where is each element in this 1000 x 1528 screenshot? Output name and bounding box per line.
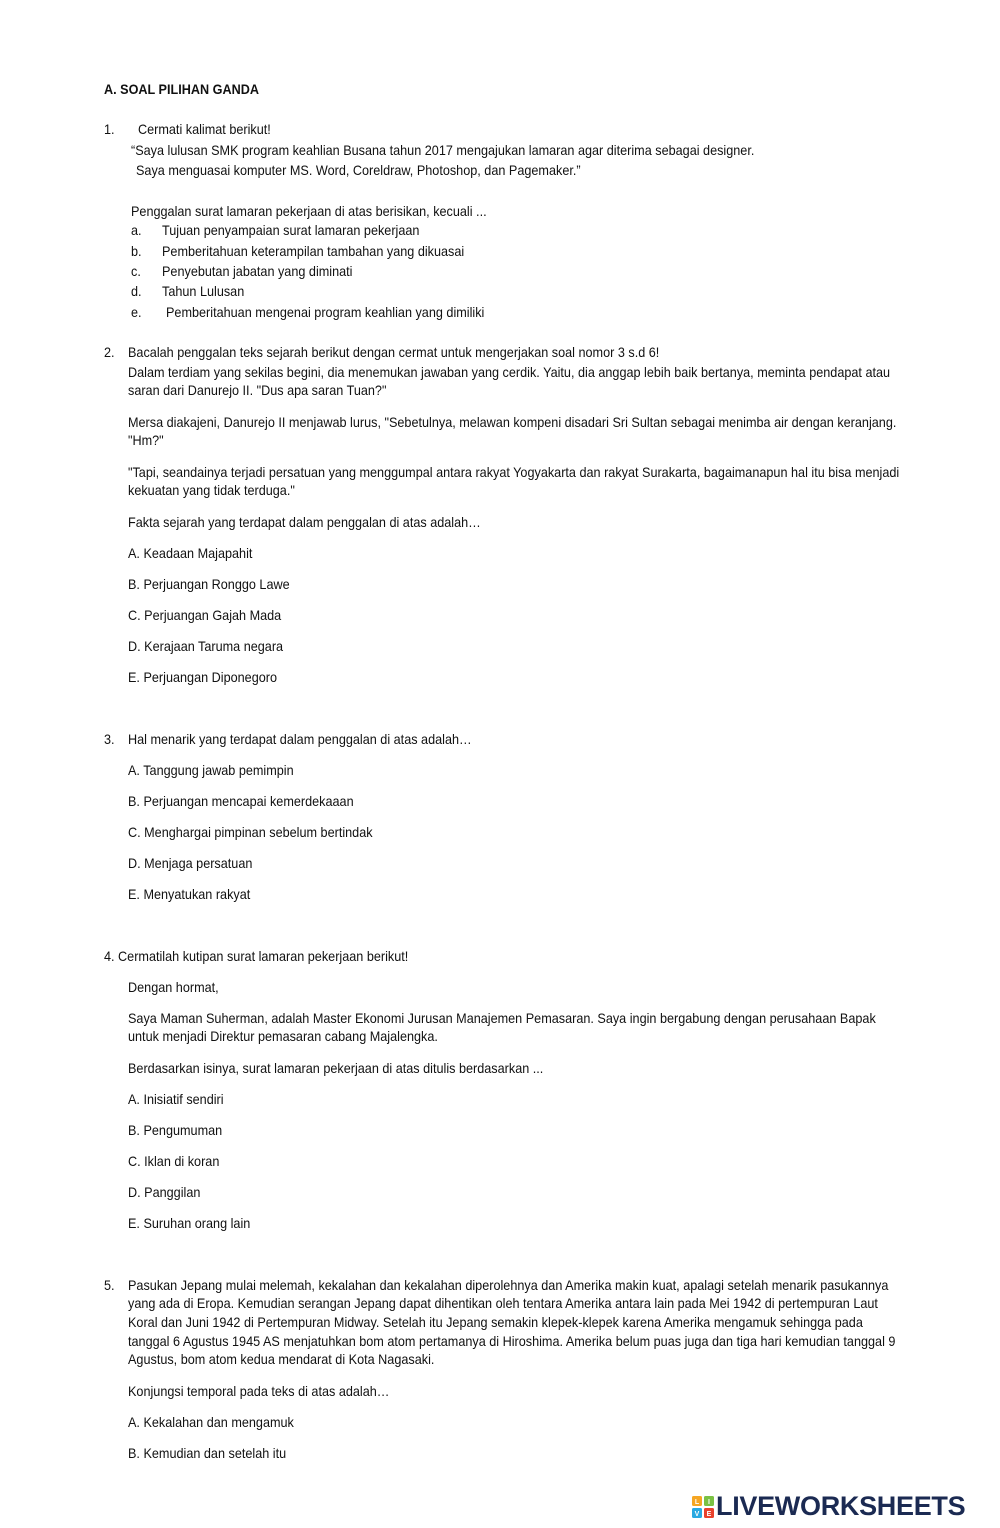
q5-text-line1: Pasukan Jepang mulai melemah, kekalahan dan kekalahan diperolehnya dan Amerika makin kuat, apalagi setelah menarik pasukannya [128, 1278, 889, 1293]
q5-option: B. Kemudian dan setelah itu [128, 1446, 287, 1461]
q2-para2-line2: "Hm?" [128, 433, 164, 448]
q1-option-letter: c. [131, 264, 141, 279]
q4-option: B. Pengumuman [128, 1123, 223, 1138]
svg-text:L: L [694, 1499, 700, 1506]
q3-option: A. Tanggung jawab pemimpin [128, 763, 294, 778]
q1-number: 1. [104, 122, 115, 137]
q2-question: Fakta sejarah yang terdapat dalam penggalan di atas adalah… [128, 515, 481, 530]
q3-option: B. Perjuangan mencapai kemerdekaaan [128, 794, 354, 809]
q4-option: D. Panggilan [128, 1185, 201, 1200]
liveworksheets-mark-icon [692, 1496, 714, 1518]
q5-option: A. Kekalahan dan mengamuk [128, 1415, 294, 1430]
q5-text-line2: yang ada di Eropa. Kemudian serangan Jepang dapat dihentikan oleh tentara Amerika antara lain pada Mei 1942 di pertempuran Laut [128, 1296, 878, 1311]
q4-question: Berdasarkan isinya, surat lamaran pekerjaan di atas ditulis berdasarkan ... [128, 1061, 544, 1076]
svg-text:I: I [708, 1499, 710, 1506]
q1-option-text: Pemberitahuan keterampilan tambahan yang dikuasai [162, 244, 465, 259]
q5-text-line3: Koral dan Juni 1942 di Pertempuran Midway. Setelah itu Jepang semakin klepek-klepek karena Amerika mengamuk sehingga pada [128, 1315, 863, 1330]
q1-question: Penggalan surat lamaran pekerjaan di atas berisikan, kecuali ... [131, 204, 487, 219]
q2-option: C. Perjuangan Gajah Mada [128, 608, 282, 623]
q1-prompt: Cermati kalimat berikut! [138, 122, 271, 137]
q1-quote-line1: “Saya lulusan SMK program keahlian Busana tahun 2017 mengajukan lamaran agar diterima sebagai designer. [131, 143, 755, 158]
q2-para1-line2: saran dari Danurejo II. "Dus apa saran Tuan?" [128, 383, 387, 398]
q4-greeting: Dengan hormat, [128, 980, 219, 995]
svg-text:E: E [706, 1511, 712, 1518]
q2-option: A. Keadaan Majapahit [128, 546, 253, 561]
svg-text:V: V [694, 1511, 700, 1518]
q3-option: E. Menyatukan rakyat [128, 887, 251, 902]
q1-option-text: Tahun Lulusan [162, 284, 245, 299]
q2-para3-line2: kekuatan yang tidak terduga." [128, 483, 295, 498]
q1-option-letter: a. [131, 223, 142, 238]
q5-text-line5: Agustus, bom atom kedua mendarat di Kota Nagasaki. [128, 1352, 435, 1367]
q3-option: C. Menghargai pimpinan sebelum bertindak [128, 825, 373, 840]
section-title: A. SOAL PILIHAN GANDA [104, 82, 259, 97]
q4-option: E. Suruhan orang lain [128, 1216, 251, 1231]
q5-text-line4: tanggal 6 Agustus 1945 AS menjatuhkan bom atom pertamanya di Hiroshima. Amerika belum puas juga dan tiga hari kemudian tanggal 9 [128, 1334, 896, 1349]
q1-option-text: Penyebutan jabatan yang diminati [162, 264, 353, 279]
q2-option: E. Perjuangan Diponegoro [128, 670, 278, 685]
q4-option: C. Iklan di koran [128, 1154, 220, 1169]
q1-option-letter: b. [131, 244, 142, 259]
q1-option-letter: d. [131, 284, 142, 299]
q1-option-text: Tujuan penyampaian surat lamaran pekerjaan [162, 223, 420, 238]
q3-option: D. Menjaga persatuan [128, 856, 253, 871]
liveworksheets-wordmark: LIVEWORKSHEETS [716, 1491, 966, 1521]
q4-para-line2: untuk menjadi Direktur pemasaran cabang Majalengka. [128, 1029, 438, 1044]
q2-para2-line1: Mersa diakajeni, Danurejo II menjawab lurus, "Sebetulnya, melawan kompeni disadari Sri Sultan sebagai menimba air dengan keranjang. [128, 415, 897, 430]
q1-option-letter: e. [131, 305, 142, 320]
q2-para3-line1: "Tapi, seandainya terjadi persatuan yang menggumpal antara rakyat Yogyakarta dan rakyat Surakarta, bagaimanapun hal itu bisa menjadi [128, 465, 900, 480]
q5-question: Konjungsi temporal pada teks di atas adalah… [128, 1384, 390, 1399]
q1-quote-line2: Saya menguasai komputer MS. Word, Coreldraw, Photoshop, dan Pagemaker.” [136, 163, 581, 178]
q3-number: 3. [104, 732, 115, 747]
q4-option: A. Inisiatif sendiri [128, 1092, 224, 1107]
q4-prompt: 4. Cermatilah kutipan surat lamaran pekerjaan berikut! [104, 949, 409, 964]
q2-para1-line1: Dalam terdiam yang sekilas begini, dia menemukan jawaban yang cerdik. Yaitu, dia anggap lebih baik bertanya, meminta pendapat atau [128, 365, 891, 380]
q5-number: 5. [104, 1278, 115, 1293]
q4-para-line1: Saya Maman Suherman, adalah Master Ekonomi Jurusan Manajemen Pemasaran. Saya ingin bergabung dengan perusahaan Bapak [128, 1011, 876, 1026]
q2-prompt: Bacalah penggalan teks sejarah berikut dengan cermat untuk mengerjakan soal nomor 3 s.d 6! [128, 345, 660, 360]
q1-option-text: Pemberitahuan mengenai program keahlian yang dimiliki [166, 305, 485, 320]
q2-number: 2. [104, 345, 115, 360]
q3-question: Hal menarik yang terdapat dalam penggalan di atas adalah… [128, 732, 472, 747]
q2-option: B. Perjuangan Ronggo Lawe [128, 577, 290, 592]
liveworksheets-logo [692, 1490, 992, 1522]
q2-option: D. Kerajaan Taruma negara [128, 639, 284, 654]
